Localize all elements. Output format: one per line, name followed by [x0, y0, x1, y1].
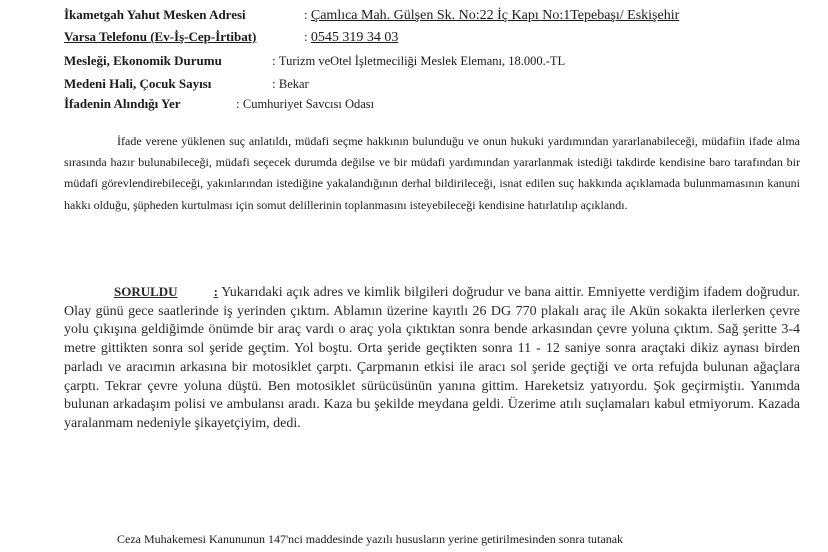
statement-text: Yukarıdaki açık adres ve kimlik bilgileri doğrudur ve bana aittir. Emniyette verdiğim ifadem doğrudur. Olay günü gece saatlerinde iş yerinden çıktım. Ablamın üzerine kayıtlı 26 DG 770 plakalı araç ile Akün sokakta ilerlerken çevre yolu çıkışına geldiğimde önümde bir araç vardı o araç yola çıktıktan sonra bende arkasından çevre yoluna çıktım. Sağ şeritte 3-4 metre gittikten sonra sol şeride geçtim. Yol boştu. Orta şeride geçtikten sonra 11 - 12 saniye sonra araçtaki dikiz aynası birden parladı ve aracımın arkasına bir motosiklet çarptı. Çarpmanın etkisi ile aracı sol şeride geçtiği ve orta refujda bulunan ağaçlara çarptı. Tekrar çevre yoluna düştü. Ben motosiklet sürücüsünün yanına gittim. Hareketsiz yatıyordu. Şok geçirmiştiı. Yanımda bulunan arkadaşım polisi ve ambulansı aradı. Kaza bu şekilde meydana geldi. Üzerime atılı suçlamaları kabul etmiyorum. Kazada yaralanmam nedeniyle şikayetçiyim, dedi. [64, 285, 801, 431]
address-field [64, 6, 679, 25]
phone-label: Varsa Telefonu (Ev-İş-Cep-İrtibat) [64, 29, 257, 44]
occupation-label: Mesleği, Ekonomik Durumu [64, 53, 222, 68]
marital-value: Bekar [278, 77, 309, 91]
occupation-field [64, 52, 565, 70]
address-label: İkametgah Yahut Mesken Adresi [64, 7, 246, 22]
marital-separator: : [272, 76, 276, 91]
address-separator: : [304, 7, 308, 22]
statement-place-separator: : [236, 96, 240, 111]
marital-field [64, 75, 309, 93]
statement-place-value: Cumhuriyet Savcısı Odası [242, 97, 375, 111]
phone-field [64, 28, 398, 47]
closing-paragraph: Ceza Muhakemesi Kanununun 147'nci maddesinde yazılı hususların yerine getirilmesinden sonra tutanak [117, 532, 624, 546]
phone-separator: : [304, 29, 308, 44]
occupation-value: Turizm veOtel İşletmeciliği Meslek Elemanı, 18.000.-TL [278, 54, 566, 68]
address-value: Çamlıca Mah. Gülşen Sk. No:22 İç Kapı No:1Tepebaşı/ Eskişehir [310, 8, 680, 23]
rights-paragraph: İfade verene yüklenen suç anlatıldı, müdafi seçme hakkının bulunduğu ve onun hukuki yardımından yararlanabileceği, müdafiin ifade alma sırasında hazır bulunabileceği, müdafi seçecek durumda değilse ve bir müdafi yardımından yararlanmak istediği takdirde kendisine baro tarafından bir müdafi görevlendirebileceği, yakınlarından istediğine yakalandığının derhal bildirileceği, isnat edilen suç hakkında açıklamada bulunmamasının kanuni hakkı olduğu, şüpheden kurtulması için somut delillerinin toplanmasını isteyebileceği kendisine hatırlatılıp açıklandı. [64, 134, 800, 212]
occupation-separator: : [272, 53, 276, 68]
statement-paragraph [64, 283, 800, 434]
marital-label: Medeni Hali, Çocuk Sayısı [64, 76, 212, 91]
statement-separator: : [213, 284, 218, 299]
statement-label: SORULDU [114, 284, 178, 299]
statement-place-field [64, 95, 374, 113]
statement-place-label: İfadenin Alındığı Yer [64, 96, 181, 111]
phone-value: 0545 319 34 03 [310, 30, 399, 45]
